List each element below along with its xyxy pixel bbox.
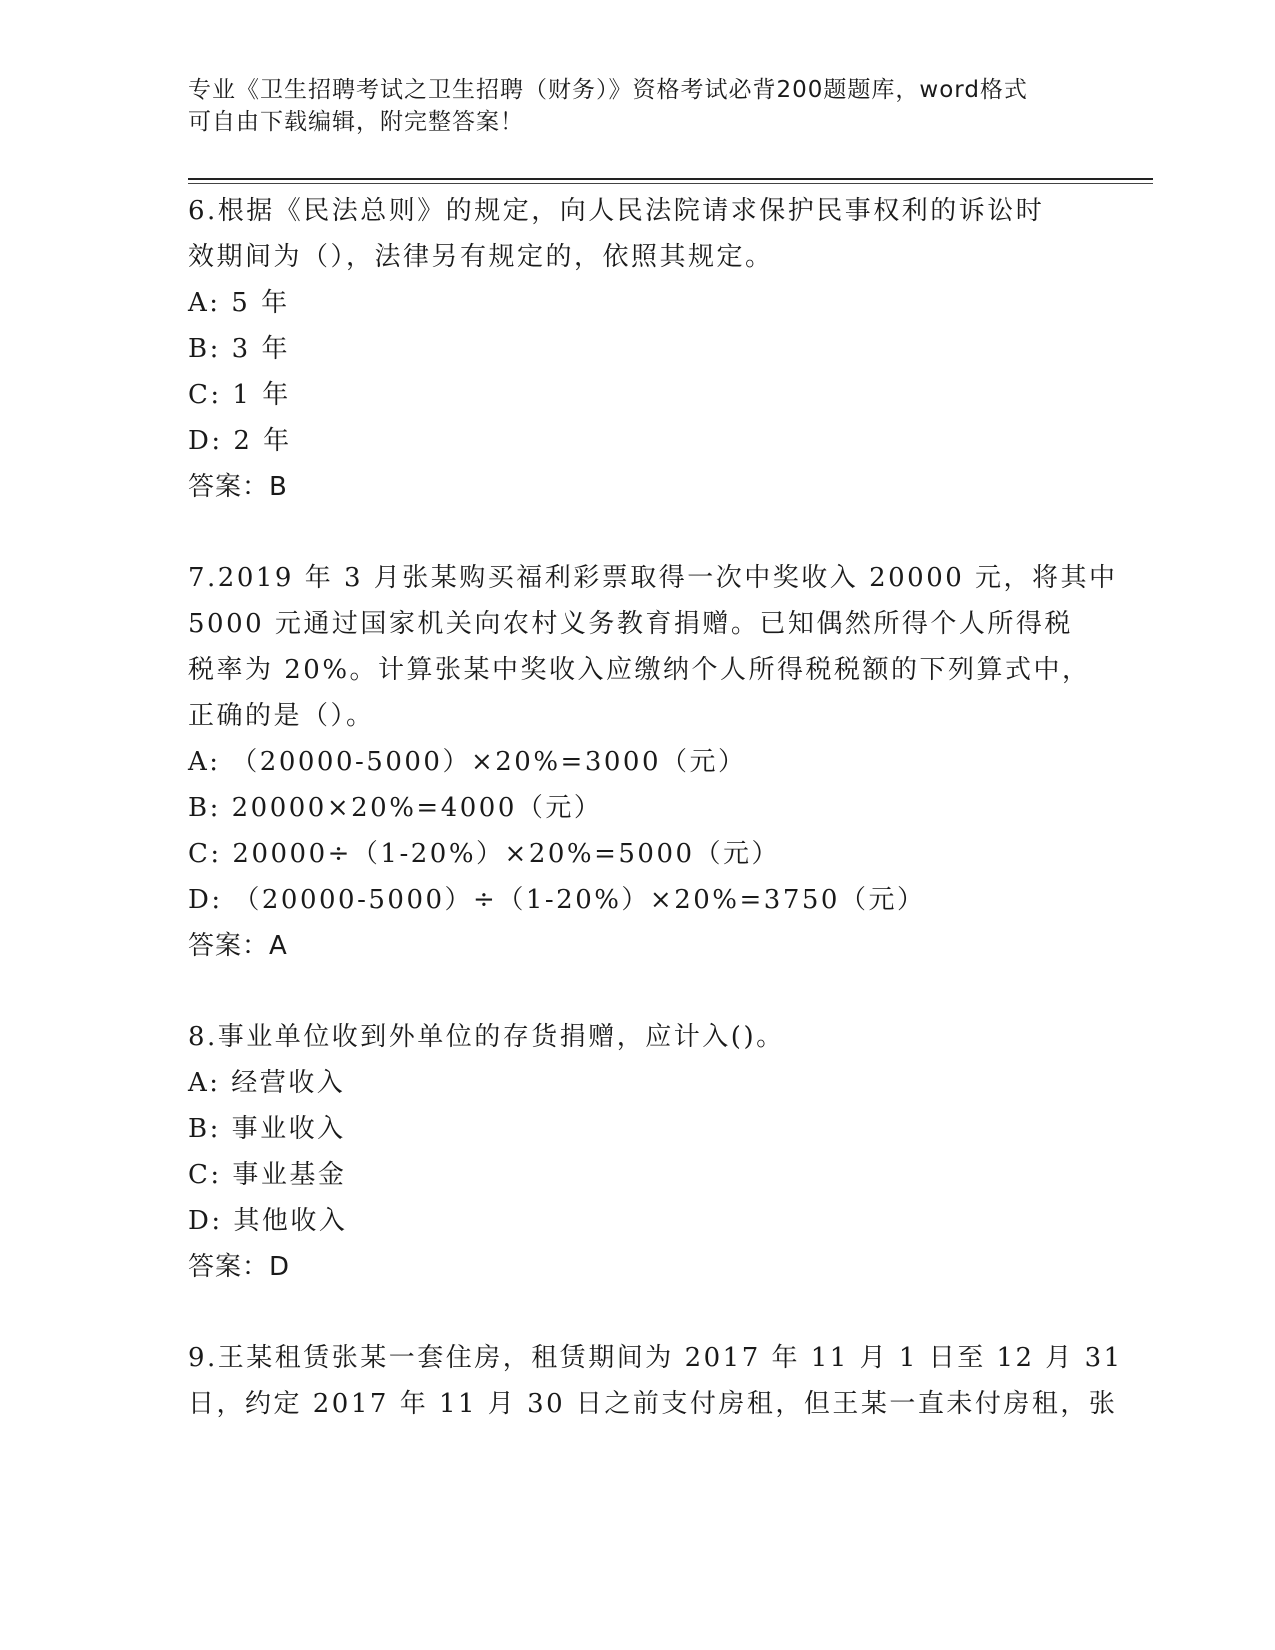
- question-stem-line: 税率为 20%。计算张某中奖收入应缴纳个人所得税税额的下列算式中，: [188, 655, 1091, 685]
- option-a: A: （20000-5000）×20%=3000（元）: [188, 747, 747, 777]
- question-stem-line: 9.王某租赁张某一套住房，租赁期间为 2017 年 11 月 1 日至 12 月 31: [188, 1343, 1123, 1373]
- question-9: [188, 1335, 1123, 1427]
- option-a: A: 5 年: [188, 288, 290, 318]
- question-stem-line: 5000 元通过国家机关向农村义务教育捐赠。已知偶然所得个人所得税: [188, 609, 1073, 639]
- question-6: [188, 188, 1088, 510]
- option-c: C: 20000÷（1-20%）×20%=5000（元）: [188, 839, 781, 869]
- question-stem-line: 日，约定 2017 年 11 月 30 日之前支付房租，但王某一直未付房租，张: [188, 1389, 1118, 1419]
- header-divider-thick: [188, 178, 1153, 180]
- question-stem-line: 效期间为（），法律另有规定的，依照其规定。: [188, 242, 774, 272]
- option-b: B: 3 年: [188, 334, 290, 364]
- question-7: [188, 555, 1118, 969]
- option-a: A: 经营收入: [188, 1068, 346, 1098]
- header-line-2: 可自由下载编辑，附完整答案！: [188, 109, 524, 135]
- question-stem-line: 正确的是（）。: [188, 701, 375, 731]
- option-d: D: 其他收入: [188, 1206, 348, 1236]
- header-divider-thin: [188, 183, 1153, 184]
- question-gap: [188, 510, 1088, 555]
- answer-label: 答案：B: [188, 472, 288, 502]
- question-8: [188, 1014, 1088, 1290]
- answer-label: 答案：A: [188, 931, 288, 961]
- question-stem-line: 8.事业单位收到外单位的存货捐赠，应计入()。: [188, 1022, 785, 1052]
- header-line-1: 专业《卫生招聘考试之卫生招聘（财务）》资格考试必背200题题库，word格式: [188, 77, 1028, 103]
- question-stem-line: 6.根据《民法总则》的规定，向人民法院请求保护民事权利的诉讼时: [188, 196, 1045, 226]
- option-c: C: 1 年: [188, 380, 291, 410]
- option-d: D: （20000-5000）÷（1-20%）×20%=3750（元）: [188, 885, 926, 915]
- option-d: D: 2 年: [188, 426, 292, 456]
- question-stem-line: 7.2019 年 3 月张某购买福利彩票取得一次中奖收入 20000 元，将其中: [188, 563, 1118, 593]
- option-b: B: 20000×20%=4000（元）: [188, 793, 603, 823]
- question-list: [188, 188, 1123, 1427]
- question-gap: [188, 969, 1088, 1014]
- question-gap: [188, 1290, 1088, 1335]
- option-c: C: 事业基金: [188, 1160, 347, 1190]
- answer-label: 答案：D: [188, 1252, 291, 1282]
- document-header: [188, 74, 1068, 138]
- option-b: B: 事业收入: [188, 1114, 346, 1144]
